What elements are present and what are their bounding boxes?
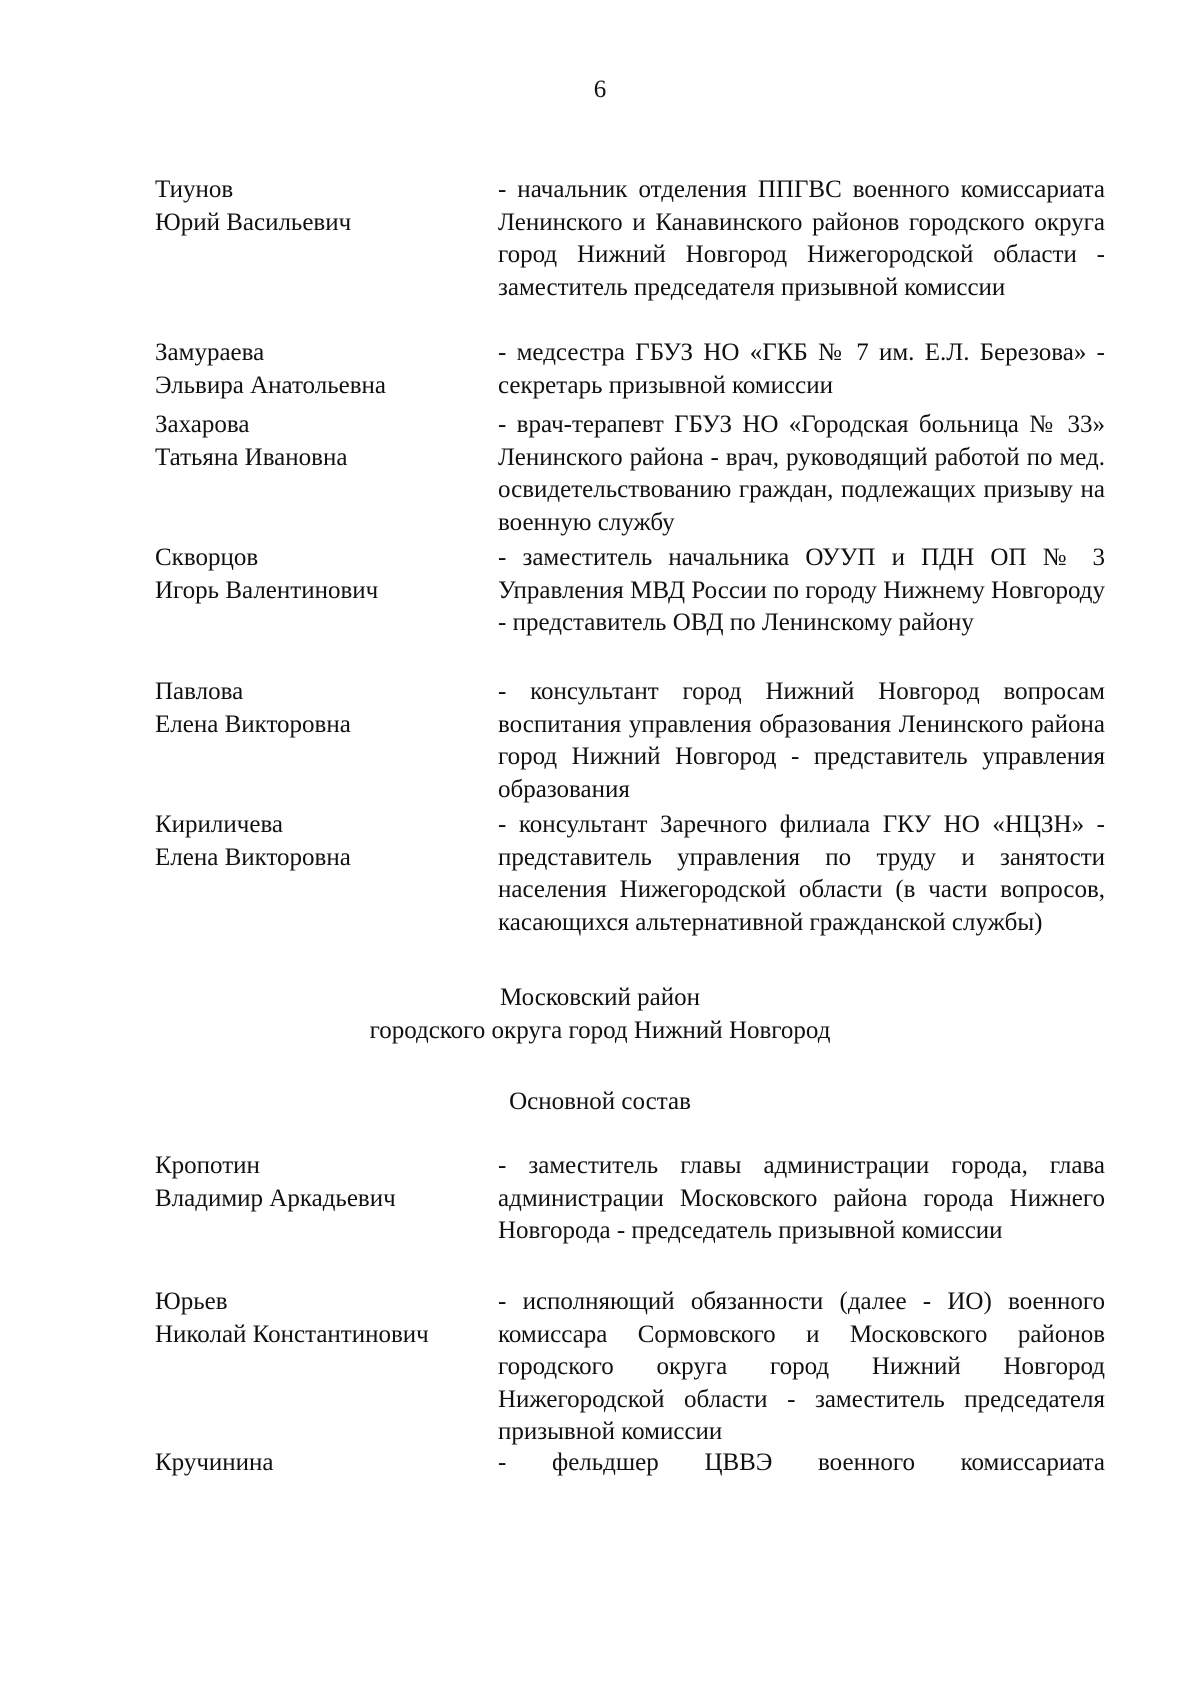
member-role: - заместитель главы администрации города, глава администрации Московского района города Нижнего Новгорода - председатель призывной комиссии bbox=[498, 1152, 1105, 1244]
member-surname: Кропотин bbox=[155, 1152, 260, 1179]
district-heading bbox=[0, 982, 1200, 1047]
member-name bbox=[155, 676, 485, 741]
member-name bbox=[155, 174, 485, 239]
member-role: - исполняющий обязанности (далее - ИО) военного комиссара Сормовского и Московского районов городского округа город Нижний Новгород Нижегородской области - заместитель председателя призывной комиссии bbox=[498, 1288, 1105, 1445]
member-name bbox=[155, 409, 485, 474]
member-role: - консультант город Нижний Новгород вопросам воспитания управления образования Ленинского района город Нижний Новгород - представитель управления образования bbox=[498, 678, 1105, 803]
member-role: - медсестра ГБУЗ НО «ГКБ № 7 им. Е.Л. Березова» - секретарь призывной комиссии bbox=[498, 339, 1105, 399]
member-surname: Кириличева bbox=[155, 811, 284, 838]
district-heading-line2: городского округа город Нижний Новгород bbox=[369, 1016, 831, 1044]
member-name bbox=[155, 1447, 485, 1480]
member-role: - фельдшер ЦВВЭ военного комиссариата bbox=[498, 1449, 1105, 1476]
member-name bbox=[155, 337, 485, 402]
member-given-names: Игорь Валентинович bbox=[155, 576, 379, 604]
member-surname: Скворцов bbox=[155, 544, 259, 571]
member-role: - начальник отделения ППГВС военного комиссариата Ленинского и Канавинского районов городского округа город Нижний Новгород Нижегородской области - заместитель председателя призывной комиссии bbox=[498, 176, 1105, 301]
member-role: - консультант Заречного филиала ГКУ НО «НЦЗН» - представитель управления по труду и занятости населения Нижегородской области (в части вопросов, касающихся альтернативной гражданской службы) bbox=[498, 811, 1105, 936]
member-name bbox=[155, 542, 485, 607]
member-surname: Юрьев bbox=[155, 1288, 228, 1315]
member-surname: Захарова bbox=[155, 411, 250, 438]
member-given-names: Юрий Васильевич bbox=[155, 208, 352, 236]
member-given-names: Эльвира Анатольевна bbox=[155, 371, 386, 399]
member-surname: Замураева bbox=[155, 339, 265, 366]
member-name bbox=[155, 809, 485, 874]
composition-heading-text: Основной состав bbox=[509, 1088, 691, 1115]
member-name bbox=[155, 1286, 485, 1351]
composition-heading bbox=[0, 1086, 1200, 1119]
member-given-names: Елена Викторовна bbox=[155, 710, 351, 738]
member-surname: Кручинина bbox=[155, 1449, 274, 1476]
member-name bbox=[155, 1150, 485, 1215]
member-given-names: Николай Константинович bbox=[155, 1320, 429, 1348]
member-role: - заместитель начальника ОУУП и ПДН ОП № 3 Управления МВД России по городу Нижнему Новгороду - представитель ОВД по Ленинскому району bbox=[498, 544, 1105, 636]
member-surname: Тиунов bbox=[155, 176, 234, 203]
district-heading-line1: Московский район bbox=[500, 984, 700, 1011]
member-surname: Павлова bbox=[155, 678, 244, 705]
member-given-names: Татьяна Ивановна bbox=[155, 443, 348, 471]
member-given-names: Владимир Аркадьевич bbox=[155, 1184, 396, 1212]
member-role: - врач-терапевт ГБУЗ НО «Городская больница № 33» Ленинского района - врач, руководящий работой по мед. освидетельствованию граждан, подлежащих призыву на военную службу bbox=[498, 411, 1105, 536]
member-given-names: Елена Викторовна bbox=[155, 843, 351, 871]
page-number: 6 bbox=[593, 76, 607, 103]
